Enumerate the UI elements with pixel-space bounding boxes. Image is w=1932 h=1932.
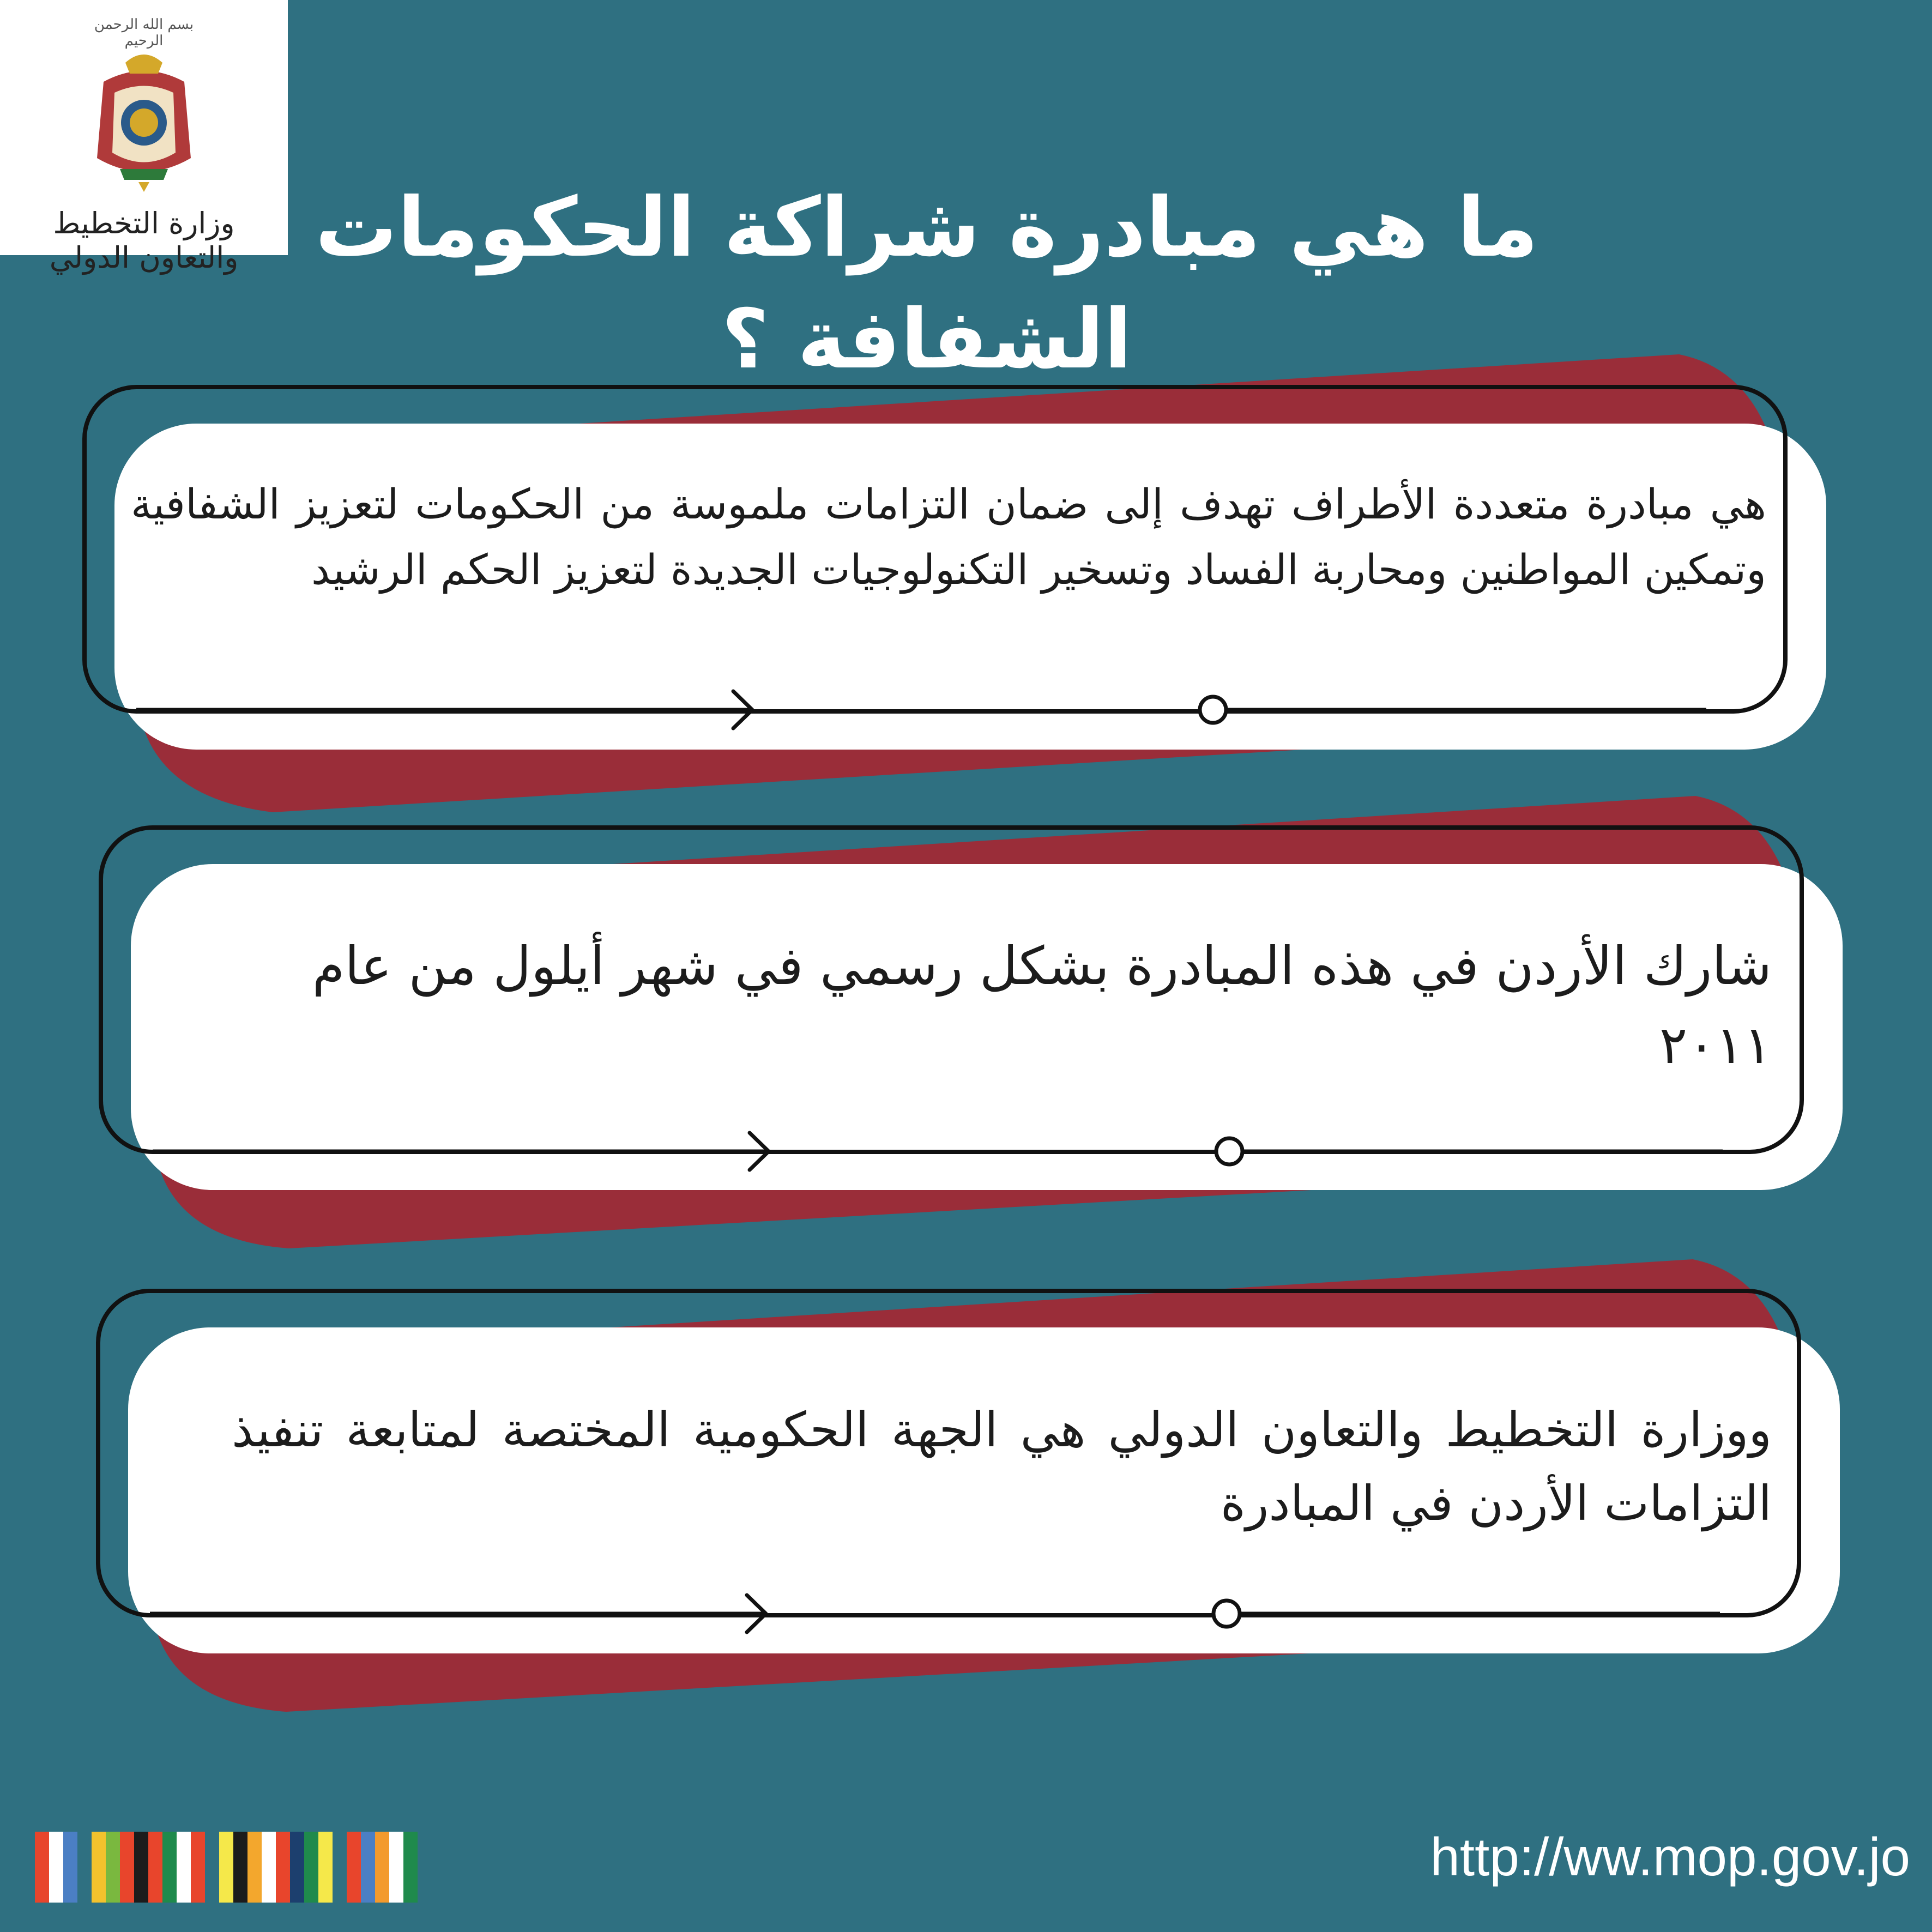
info-card-2 [93, 796, 1859, 1254]
card-3-text: ووزارة التخطيط والتعاون الدولي هي الجهة الحكومية المختصة لمتابعة تنفيذ التزامات الأردن في المبادرة [232, 1402, 1772, 1531]
info-card-3 [90, 1259, 1856, 1717]
color-stripe [134, 1832, 148, 1903]
info-card-1 [76, 354, 1843, 812]
color-stripe [120, 1832, 134, 1903]
color-stripe [347, 1832, 361, 1903]
color-stripe [205, 1832, 219, 1903]
card-3-connector-dot [1213, 1601, 1240, 1627]
color-stripe [333, 1832, 347, 1903]
color-stripe [162, 1832, 177, 1903]
color-stripe [148, 1832, 162, 1903]
color-stripe [290, 1832, 304, 1903]
color-stripe [403, 1832, 418, 1903]
color-stripe [276, 1832, 290, 1903]
color-stripe [63, 1832, 77, 1903]
color-stripe [233, 1832, 247, 1903]
color-stripe [318, 1832, 333, 1903]
page-title: ما هي مبادرة شراكة الحكومات الشفافة ؟ [315, 180, 1538, 387]
color-stripe [375, 1832, 389, 1903]
card-2-text: شارك الأردن في هذه المبادرة بشكل رسمي في شهر أيلول من عام ٢٠١١ [312, 935, 1772, 1076]
card-1-connector-dot [1200, 697, 1226, 723]
color-stripe [77, 1832, 92, 1903]
color-stripe [92, 1832, 106, 1903]
color-stripe [262, 1832, 276, 1903]
card-2-connector-dot [1216, 1138, 1242, 1164]
ministry-logo [0, 0, 288, 275]
color-stripes-decoration [35, 1832, 418, 1903]
color-stripe [219, 1832, 233, 1903]
color-stripe [304, 1832, 318, 1903]
color-stripe [191, 1832, 205, 1903]
logo-ministry-name: وزارة التخطيط والتعاون الدولي [49, 206, 239, 275]
color-stripe [177, 1832, 191, 1903]
color-stripe [247, 1832, 262, 1903]
color-stripe [49, 1832, 63, 1903]
color-stripe [361, 1832, 375, 1903]
jordan-coat-of-arms-icon [82, 49, 206, 196]
logo-basmala: بسم الله الرحمن الرحيم [94, 16, 194, 49]
color-stripe [106, 1832, 120, 1903]
card-1-text: هي مبادرة متعددة الأطراف تهدف إلى ضمان التزامات ملموسة من الحكومات لتعزيز الشفافية وتمكين المواطنين ومحاربة الفساد وتسخير التكنولوجيات الجديدة لتعزيز الحكم الرشيد [131, 480, 1766, 594]
color-stripe [35, 1832, 49, 1903]
website-url[interactable]: http://ww.mop.gov.jo [1430, 1827, 1910, 1887]
color-stripe [389, 1832, 403, 1903]
